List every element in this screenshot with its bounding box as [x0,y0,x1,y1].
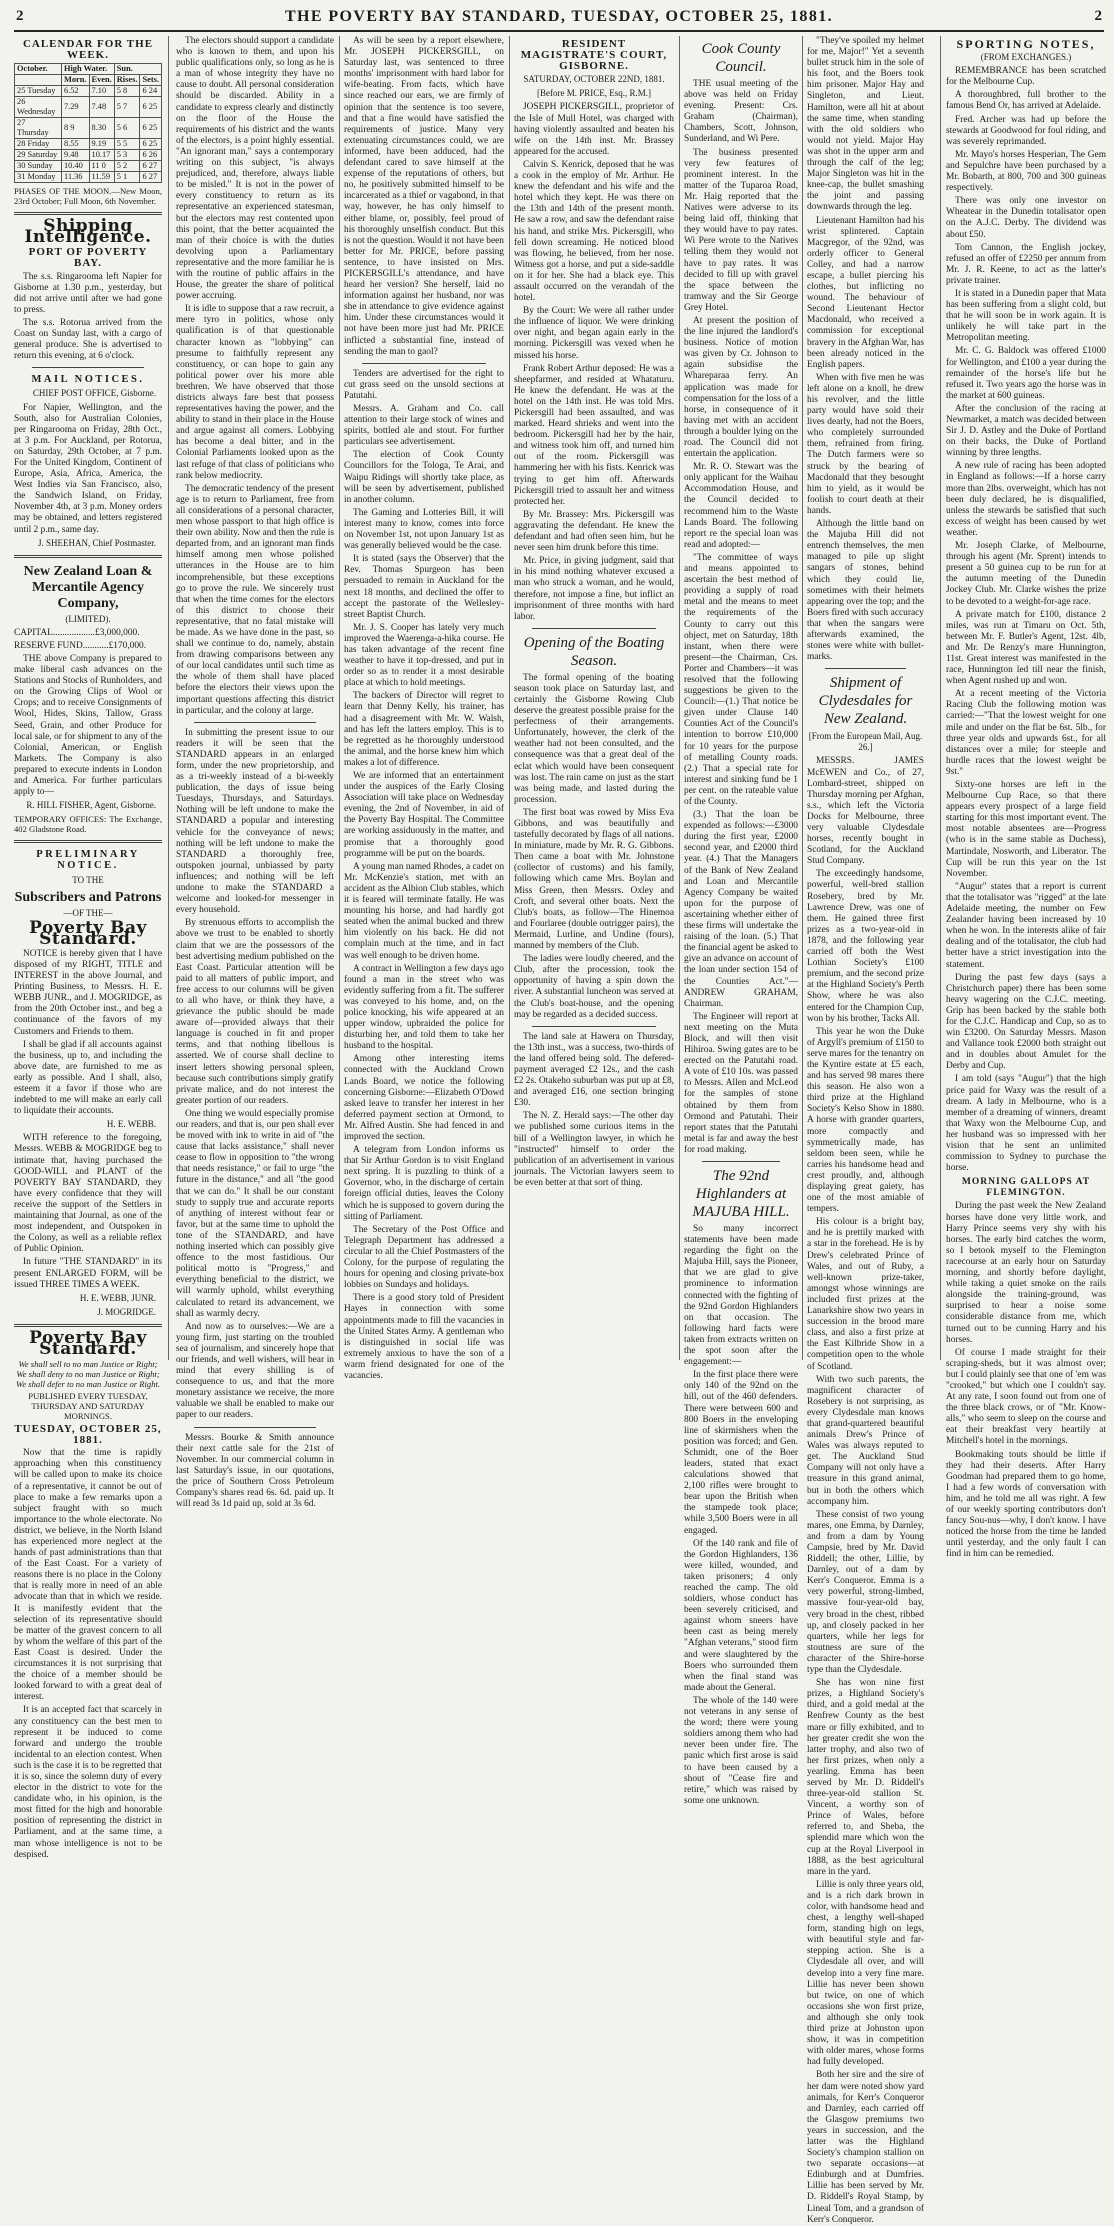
masthead [14,4,1104,32]
clydesdales-paragraph: His colour is a bright bay, and he is prettily marked with a star in the forehead. He is by Drew's celebrated Prince of Wales, and out of Ruby, a well-known prize-taker, amongst whose winnings are included first prizes at the Lanarkshire show two years in succession in the brood mare class, and also a first prize at the East Kilbride Show in a competition open to the whole of Scotland. [807,1217,924,1372]
county-council-heading: Cook County Council. [701,41,781,75]
sporting-paragraph: There was only one investor on Wheatear in the Dunedin totalisator open on the A.J.C. Derby. The dividend was about £50. [946,196,1106,240]
column-rule [679,36,680,1360]
calendar-row: 25 Tuesday 6.52 7.10 5 8 6 24 [15,86,162,97]
sporting-paragraph: It is stated in a Dunedin paper that Mata has been suffering from a slight cold, but that he will soon be in work again. It is unlikely he will take part in the Metropolitan meeting. [946,288,1106,344]
nz-loan-body: THE above Company is prepared to make liberal cash advances on the Stations and Stocks of Runholders, and on the Growing Clips of Wool or Crops; and to receive Consignments of Wool, Hides, Skins, Tallow, Grass Seed, Grain, and other Produce for local sale, or for shipment to any of the Colonial, American, or English Markets. The Company is also prepared to execute indents in London and America. For further particulars apply to— [14,654,162,798]
council-paragraph: The business presented very few features of prominent interest. In the matter of the Tuparoa Road, Mr. Haig reported that the Natives were adverse to its being laid off, thinking that they would have to pay rates. Wi Pere wrote to the Natives telling them they would not have to pay rates. It was decided to fill up with gravel the space between the tramway and the Sir George Grey Hotel. [684,147,798,313]
divider [14,555,162,558]
sporting-paragraph: Fred. Archer was had up before the stewards at Goodwood for foul riding, and was severely reprimanded. [946,114,1106,147]
news-paragraph: The election of Cook County Councillors for the Tologa, Te Arai, and Waipu Ridings will shortly take place, as will be seen by advertisement, published in another column. [344,450,504,505]
highlanders-paragraph: "They've spoiled my helmet for me, Major!" Yet a seventh bullet struck him in the sole of his foot, and the Boers took him prisoner. Major Hay and Singleton, and Lieut. Hamilton, were all hit at about the same time, when standing with the old soldiers who would not yield. Major Hay was shot in the upper arm and through the calf of the leg; Major Singleton was hit in the knee-cap, the bullet smashing the joint and passing downwards through the leg. [807,36,924,213]
clydesdales-paragraph: She has won nine first prizes, a Highland Society's third, and a gold medal at the Renfrew County as the best mare or filly exhibited, and to her greater credit she won the latter trophy, and also two of her first prizes, when only a yearling. Emma has been served by Mr. D. Riddell's three-year-old stallion St. Vincent, a worthy son of Prince of Wales, before referred to, and Sheba, the splendid mare which won the cup at the Royal Liverpool in 1888, as the best agricultural mare in the yard. [807,1678,924,1877]
column-5-left [684,36,798,1806]
gallops-heading: MORNING GALLOPS AT FLEMINGTON. [961,1177,1091,1199]
calendar-subheader: Rises. [114,75,140,86]
shipping-item: The s.s. Ringarooma left Napier for Gisborne at 1.30 p.m., yesterday, but did not arrive until after we had gone to press. [14,271,162,315]
editorial-paragraph: Now that the time is rapidly approaching when this constituency will be called upon to make its choice of a representative, it cannot be out of place to make a few remarks upon a subject fraught with so much importance to the whole electorate. No district, we believe, in the North Island has experienced more neglect at the hands of past administrations than that of the East Coast. For a variety of reasons there is no place in the Colony that is really more in need of an able advocate than that in which we reside. It is manifestly evident that the selection of its representative should be matter of the gravest concern to all by whom the welfare of this part of the East Coast is desired. Under the circumstances it is not surprising that the choice of a member should be looked forward to with a great deal of interest. [14,1448,162,1703]
clydesdales-paragraph: MESSRS. JAMES McEWEN and Co., of 27, Lombard-street, shipped on Thursday morning per Afghan, s.s., which left the Victoria Docks for Melbourne, three very valuable Clydesdale horses, recently bought in Scotland, for the Auckland Stud Company. [807,756,924,867]
boating-paragraph: The formal opening of the boating season took place on Saturday last, and certainly the Gisborne Rowing Club deserve the greatest possible praise for the perfectness of their arrangements. Unfortunately, however, the clerk of the weather had not been consulted, and the consequence was that a great deal of the eclat which would have been consequent was lost. The rain came on just as the start was being made, and lasted during the procession. [514,672,674,805]
news-paragraph: We are informed that an entertainment under the auspices of the Early Closing Association will take place on Wednesday evening, the 2nd of November, in aid of the Poverty Bay Hospital. The Committee are working assiduously in the matter, and promise that a thoroughly good programme will be put on the boards. [344,771,504,859]
editorial-motto: We shall sell to no man Justice or Right; We shall deny to no man Justice or Right; We shall defer to no man Justice or Right. [15,1359,161,1390]
divider [194,1427,316,1428]
shipping-item: The s.s. Rotorua arrived from the Coast on Sunday last, with a cargo of general produce. She is advertised to return this evening, at 6 o'clock. [14,317,162,362]
preliminary-p2: I shall be glad if all accounts against the business, up to, and including the above date, are furnished to me as early as possible. And I shall, also, esteem it a favor if those who are indebted to me will make an early call to liquidate their accounts. [14,1039,162,1117]
sporting-paragraph: Tom Cannon, the English jockey, refused an offer of £2250 per annum from Mr. J. R. Keene, to act as the latter's private trainer. [946,242,1106,286]
divider [194,722,316,723]
shipping-heading: Shipping Intelligence. [24,216,152,248]
sale-note: Messrs. Bourke & Smith announce their next cattle sale for the 21st of November. In our commercial column in last Saturday's issue, in our quotations, the price of Southern Cross Petroleum Company's shares read 6s. 6d. paid up. It will read 3s 1d paid up, sold at 3s 6d. [176,1432,334,1510]
highlanders-heading: The 92nd Highlanders at MAJUBA HILL. [692,1168,790,1220]
preliminary-p3: WITH reference to the foregoing, Messrs. WEBB & MOGRIDGE beg to intimate that, having purchased the GOOD-WILL and PLANT of the POVERTY BAY STANDARD, they have every confidence that they will receive the support of the Settlers in maintaining that Journal, as one of the most independent, and Outspoken in the Colony, as well as a reliable reflex of Public Opinion. [14,1133,162,1255]
highlanders-paragraph: When with five men he was left alone on a knoll, he drew his revolver, and the little party would have sold their lives dearly, had not the Boers, who completely surrounded them, refrained from firing. The Dutch farmers were so struck by the bearing of Macdonald that they besought him to yield, as it would be foolish to court death at their hands. [807,372,924,516]
divider [532,628,656,629]
calendar-header-row [15,64,162,75]
calendar-subheader [15,75,62,86]
highlanders-paragraph: So many incorrect statements have been made regarding the fight on the Majuba Hill, says the Pioneer, that we are glad to give prominence to information connected with the fighting of the 92nd Gordon Highlanders on that occasion. The following hard facts were taken from extracts written on the spot soon after the engagement:— [684,1224,798,1368]
editorial-paragraph: One thing we would especially promise our readers, and that is, our pen shall ever be moved with ink to write in aid of "the cause that lacks assistance," shall never cease to flow in opposition to "the wrong that needs resistance," or fail to urge "the future in the distance," and all "the good that we can do." It shall be our constant study to supply true and accurate reports of anything of interest without fear or favor, but at the same time to uphold the tone of the STANDARD, and have nothing inserted which can possibly give offence to the most fastidious. Our political motto is "Progress," and everything beneficial to the district, we will warmly uphold, whilst everything calculated to retard its advancement, we shall as warmly decry. [176,1108,334,1319]
column-3 [344,36,505,1381]
council-paragraph: (3.) That the loan be expended as follows:—£3000 during the first year, £2000 second year, and £2000 third year. (4.) That the Managers of the Bank of New Zealand and Loan and Mercantile Agency Company be waited upon for the purpose of ascertaining whether either of these firms will undertake the raising of the loan. (5.) That the financial agent be asked to give an advance on account of the loan under section 154 of the Counties Act."—ANDREW GRAHAM, Chairman. [684,810,798,1009]
editorial-paragraph: It is idle to suppose that a raw recruit, a mere tyro in politics, whose only qualification is of that questionable character known as "lobbying" can presume to faithfully represent any constituency, or can hope to gain any political power over his more able brethren. We have observed that those districts always fare best that possess representatives having the power, and the ability to stand in their place in the House and argue against all comers. Lobbying has become a deal bitter, and in the Colonial Parliaments looked upon as the last refuge of that class of politicians who rank below mediocrity. [176,304,334,481]
highlanders-paragraph: Of the 140 rank and file of the Gordon Highlanders, 136 were killed, wounded, and taken prisoners; 4 only reached the camp. The old soldiers, whose conduct has been severely criticised, and against whom sneers have been cast as being merely "Afghan veterans," stood firm and were slaughtered by the Boers who surrounded them when the final stand was made about the General. [684,1538,798,1693]
sporting-paragraph: After the conclusion of the racing at Newmarket, a match was decided between Sir J. D. Astley and the Duke of Portland on their backs, the Duke of Portland winning by three lengths. [946,403,1106,459]
news-paragraph: The backers of Director will regret to learn that Denny Kelly, his trainer, has had a disagreement with Mr. W. Walsh, and has left the latters employ. This is to be regretted as he thoroughly understood the animal, and the horse knew him which makes a lot of difference. [344,691,504,768]
clydesdales-paragraph: These consist of two young mares, one Emma, by Darnley, and from a dam by Young Campsie, bred by Mr. David Riddell; the other, Lillie, by Darnley, out of a dam by Kerr's Conqueror. Emma is a very powerful, strong-limbed, massive four-year-old bay, very broad in the chest, ribbed up, and closely packed in her quarters, while her legs for stoutness are sure of the character of the Shire-horse type than the Clydesdale. [807,1509,924,1676]
gallops-paragraph: During the past week the New Zealand horses have done very little work, and Harry Prince seems very shy with his horses. The early bird catches the worm, so I betook myself to the Flemington racecourse at an early hour on Saturday morning, and shortly before daylight, while taking a quiet smoke on the rails alongside the training-ground, was surprised to hear a noise some considerable distance from me, which turned out to be cunning Harry and his horses. [946,1201,1106,1345]
preliminary-subscribers: Subscribers and Patrons [14,889,162,905]
highlanders-paragraph: The whole of the 140 were not veterans in any sense of the word; there were young soldiers among them who had never been under fire. The panic which first arose is said to have been caused by a shout of "Cease fire and retire," which was raised by some one unknown. [684,1695,798,1806]
calendar-table [14,63,162,183]
column-rule [168,36,169,1360]
news-paragraph: As will be seen by a report elsewhere, Mr. JOSEPH PICKERSGILL, on Saturday last, was sentenced to three months' imprisonment with hard labor for wife-beating. From facts, which have since reached our ears, we are firmly of opinion that the sentence is too severe, and that a fine would have satisfied the requirements of justice. Many very extenuating circumstances could, we are informed, have been adduced, had the defendant cared to save himself at the expense of the reputations of others, but no, he positively submitted himself to be incarcerated as a thief or vagabond, in that way, however, he has only himself to either blame, or, possibly, feel proud of his thoroughly unselfish conduct. But this is not the question. Would it not have been better for Mr. PRICE, before passing sentence, to have insisted on Mrs. PICKERSGILL's attendance, and have heard her version? She herself, laid no information against her husband, nor was she in attendance to give evidence against him. Under these circumstances would it not have been more just had Mr. PRICE inflicted a substantial fine, instead of sending the man to gaol? [344,36,504,357]
moon-phases: PHASES OF THE MOON.—New Moon, 23rd October; Full Moon, 6th November. [14,186,162,207]
council-paragraph: The Engineer will report at next meeting on the Muta Block, and will then visit Hihiroa. Swing gates are to be erected on the Patutahi road. A vote of £10 10s. was passed to Messrs. Allen and McLeod for the samples of stone obtained by them from Ormond and Patutahi. Their report states that the Patutahi metal is far and away the best for road making. [684,1011,798,1155]
divider [14,840,162,843]
page-number-right: 2 [1094,8,1102,24]
column-rule [339,36,340,1360]
masthead-title: THE POVERTY BAY STANDARD, TUESDAY, OCTOBER 25, 1881. [284,8,834,25]
column-6 [946,36,1106,1560]
sporting-heading: SPORTING NOTES, [956,37,1096,51]
rm-court-heading: RESIDENT MAGISTRATE'S COURT, GISBORNE. [520,38,668,73]
rm-court-before: [Before M. PRICE, Esq., R.M.] [537,88,651,99]
council-paragraph: Mr. R. O. Stewart was the only applicant for the Waihau Accommodation House, and the Council decided to recommend him to the Waste Lands Board. The following report re the special loan was read and adopted:— [684,462,798,550]
mail-signature: J. SHEEHAN, Chief Postmaster. [38,537,156,548]
calendar-subheader: Morn. [61,75,89,86]
court-paragraph: JOSEPH PICKERSGILL, proprietor of the Isle of Mull Hotel, was charged with having violently assaulted and beaten his wife on the 14th inst. Mr. Brassey appeared for the accused. [514,102,674,157]
divider [532,1026,656,1027]
calendar-row: 28 Friday 8.55 9.19 5 5 6 25 [15,139,162,150]
news-paragraph: A young man named Rhodes, a cadet on Mr. McKenzie's station, met with an accident as the Albion Club stables, which it is feared will terminate fatally. He was mounting his horse, and had hardly got seated when the animal bucked and threw him violently on his back. He did not complain much at the time, and in fact was well enough to be driven home. [344,861,505,961]
court-paragraph: Mr. Price, in giving judgment, said that in his mind nothing whatever excused a man who struck a woman, and he would, therefore, not impose a fine, but inflict an imprisonment of three months with hard labor. [514,556,674,622]
court-paragraph: Calvin S. Kenrick, deposed that he was a cook in the employ of Mr. Arthur. He knew the defendant and his wife and the hotel which they kept. He was there on the 13th and 14th of the present month. He saw a row, and saw the defendant raise his hand, and strike Mrs. Pickersgill, who fell down screaming. He noticed blood was flowing, he believed, from her nose. Witness got a horse, and put a side-saddle on it for her. She had a black eye. This assault occurred on the verandah of the hotel. [514,159,674,304]
sporting-paragraph: During the past few days (says a Christchurch paper) there has been some heavy wagering on the C.J.C. meeting. Grip has been backed by the stable both for the C.J.C. Handicap and Cup, so as to win £3200. On Saturday Messrs. Mason and Vallance took £2000 both straight out and in doubles about Amulet for the Derby and Cup. [946,972,1106,1072]
editorial-published: PUBLISHED EVERY TUESDAY, THURSDAY AND SATURDAY MORNINGS. [28,1391,148,1422]
news-paragraph: Among other interesting items connected with the Auckland Crown Lands Board, we notice the following concerning Gisborne:—Elizabeth O'Dowd asked leave to transfer her interest in her deferred payment section at Ormond, to Mr. Alfred Austin. She had fenced in and improved the section. [344,1054,504,1142]
column-4 [514,36,674,1360]
column-rule [940,36,941,1360]
preliminary-to: TO THE [72,874,104,885]
sporting-paragraph: Sixty-one horses are left in the Melbourne Cup Race, so that there appears every prospect of a large field starting for this most important event. The most notable absentees are—Progress (who is in the same stable as Duchess), Martindale, Nosworth, and Liberator. The Cup will be run this year on the 1st November. [946,780,1106,879]
calendar-heading: CALENDAR FOR THE WEEK. [22,38,154,62]
calendar-row: 31 Monday 11.36 11.59 5 1 6 27 [15,172,162,183]
calendar-col-month: October. [15,64,62,75]
sporting-paragraph: At a recent meeting of the Victoria Racing Club the following motion was carried:—"That the lowest weight for one mile and under on the flat be 6st. 5lb., for three year olds and upwards 6st., for all distances over a mile; for steeple and hurdle races that the lowest weight be 9st." [946,689,1106,777]
divider [14,212,162,215]
editorial-paper-title: Poverty Bay Standard. [29,1327,147,1359]
news-paragraph: A telegram from London informs us that Sir Arthur Gordon is to visit England next spring. It is puzzling to think of a Governor, who, in the discharge of certain foreign official duties, leaves the Colony which he is supposed to govern during the sitting of Parliament. [344,1145,504,1222]
news-paragraph: Messrs. A. Graham and Co. call attention to their large stock of wines and spirits, bottled ale and stout. For further particulars see advertisement. [344,404,504,448]
editorial-paragraph: The democratic tendency of the present age is to return to Parliament, free from all considerations of a personal character, men whose passport to that high office is their own ability. Now and then the rule is departed from, and an ignorant man finds himself among men whose polished utterances in the House are to him incomprehensible, but these exceptions go to prove the rule. We sincerely trust that when the time comes for the electors of this district to choose their representative, that no fatal mistake will be made. As we have done in the past, so shall we continue to do, namely, abstain from drawing comparisons between any of our local candidates until such time as the whole of them shall have placed before the electors their views upon the important questions affecting this district in particular, and the colony at large. [176,483,334,716]
gallops-paragraph: Bookmaking touts should be little if they had their deserts. After Harry Goodman had prepared them to go home, I had a few words of conversation with him, and he told me all was right. A few of our weekly sporting contributors don't fancy Sou-nus—why, I don't know. I have noticed the horse from the time he landed until yesterday, and the only fault I can find in him can be remedied. [946,1449,1106,1560]
divider [32,367,144,368]
calendar-row: 26 Wednesday 7.29 7.48 5 7 6 25 [15,97,162,118]
sporting-paragraph: I am told (says "Augur") that the high price paid for Waxy was the result of a dream. A lady in Melbourne, who is a member of a dreaming of winners, dreamt that Waxy won the Melbourne Cup, and her husband was so impressed with her vision that he sent an unlimited commission to Sydney to purchase the horse. [946,1074,1106,1174]
sporting-paragraph: "Augur" states that a report is current that the totalisator was "rigged" at the late Adelaide meeting, the number on Few Zealander having been increased by 10 when he won. In the interests alike of fair dealing and of the totalisator, the club had better have a strict investigation into the statement. [946,881,1106,970]
boating-heading: Opening of the Boating Season. [523,634,665,669]
editorial-date: TUESDAY, OCTOBER 25, 1881. [14,1423,162,1447]
news-paragraph: The Gaming and Lotteries Bill, it will interest many to know, comes into force on November 1st, not upon January 1st as was generally believed would be the case. [344,507,504,552]
nz-loan-heading: New Zealand Loan & Mercantile Agency Company, [23,563,153,611]
news-paragraph: The land sale at Hawera on Thursday, the 13th inst., was a success, two-thirds of the land offered being sold. The defered-payment averaged £2 12s., and the cash £2 2s. Otakeho suburban was put up at £8, and averaged £16, one section bringing £30. [514,1031,674,1109]
news-paragraph: It is stated (says the Observer) that the Rev. Thomas Spurgeon has been persuaded to remain in Auckland for the next 18 months, and declined the offer to accept the pastorate of the Wellesley-street Baptist Church. [344,554,504,620]
preliminary-sig3: J. MOGRIDGE. [97,1306,156,1317]
port-heading: PORT OF POVERTY BAY. [28,246,148,270]
preliminary-p1: NOTICE is hereby given that I have disposed of my RIGHT, TITLE and INTEREST in the above Journal, and Printing Business, to Messrs. H. E. WEBB JUNR., and J. MOGRIDGE, as from the 20th October inst., and beg a continuance of the favors of my Customers and Friends to them. [14,948,162,1037]
calendar-row: 29 Saturday 9.48 10.17 5 3 6 26 [15,150,162,161]
column-rule [509,36,510,1360]
highlanders-paragraph: Lieutenant Hamilton had his wrist splintered. Captain Macgregor, of the 92nd, was orderly officer to General Colley, and had a narrow escape, a bullet piercing his clothes, but inflicting no wound. The behaviour of Second Lieutenant Hector Macdonald, who received a commission for exceptional bravery in the Afghan War, has been already noticed in the English papers. [807,215,924,370]
page-number-left: 2 [16,8,24,24]
editorial-paragraph: By strenuous efforts to accomplish the above we trust to be enabled to shortly claim that we are the possessors of the best advertising medium published on the East Coast. Particular attention will be paid to all matters of public import, and free access to our columns will be given to all who have, or think they have, a grievance the public should be made aware of—provided always that their language is couched in fit and proper terms, and that nothing libellous is asserted. We of course shall decline to insert letters showing personal spleen, because such contributions simply gratify private malice, and do not interest the greater portion of our readers. [176,918,334,1106]
sporting-paragraph: REMEMBRANCE has been scratched for the Melbourne Cup. [946,66,1106,88]
calendar-subheader: Sets. [140,75,162,86]
council-paragraph: At present the position of the line injured the landlord's business. Notice of motion was given by Cr. Johnson to again subsidise the Whareparaa ferry. An application was made for compensation for the loss of a horse, in consequence of it having met with an accident through a boulder lying on the road. The Council did not entertain the application. [684,315,798,460]
divider [702,1161,780,1162]
news-paragraph: Tenders are advertised for the right to cut grass seed on the unsold sections at Patutahi. [344,368,504,401]
editorial-paragraph: The electors should support a candidate who is known to them, and upon his public qualifications only, so long as he is a man of whose integrity they have no cause to doubt. All personal consideration should be discarded. Ability in a candidate to express clearly and distinctly on the floor of the House the requirements of his district and the wants of the electors, is a point highly essential. "An ignorant man," says a contemporary writing on this subject, "is always prejudiced, and, therefore, always liable to be misled." It is not in the power of every constituency to return as its representative an experienced statesman, but the electors may rest contented upon this point, that the better acquainted the man of their choice is with the duties devolving upon a Parliamentary representative and the more familiar he is with the routine of public affairs in the House, the greater the share of political power accruing. [176,36,334,302]
boating-paragraph: The first boat was rowed by Miss Eva Gibbons, and was beautifully and tastefully decorated by flags of all nations. In miniature, made by Mr. R. G. Gibbons. Then came a boat with Mr. Johnstone (collector of customs) and his family, following which came Mrs. Boylan and Miss Green, then Messrs. Oxley and Croft, and several other boats. Next the Club's boats, as follow—The Hinemoa and Fourlaree (double outrigger pairs), the Mermaid, Lurline, and Undine (fours), manned by members of the Club. [514,807,674,952]
news-paragraph: Mr. J. S. Cooper has lately very much improved the Waerenga-a-hika course. He has taken advantage of the recent fine weather to have it top-dressed, and put in order so as to render it a most desirable place at which to hold meetings. [344,622,504,689]
highlanders-paragraph: Although the little band on the Majuba Hill did not entrench themselves, the men managed to pile up slight sangars of stones, behind which they could lie, sometimes with their helmets appearing over the top; and the Boers fired with such accuracy that when the sangars were afterwards examined, the stones were white with bullet-marks. [807,519,924,663]
clydesdales-paragraph: The exceedingly handsome, powerful, well-bred stallion Rosebery, bred by Mr. Lawrence Drew, was one of them. He gained three first prizes as a two-year-old in 1878, and the following year carried off both the West Lothian Society's £100 premium, and the second prize at the Highland Society's Perth Show, where he was also entered for the Champion Cup, won by his brother, Tacks All. [807,869,924,1024]
editorial-paragraph: And now as to ourselves:—We are a young firm, just starting on the troubled sea of journalism, and sincerely hope that our friends, and well wishers, will bear in mind that every shilling is of consequence to us, and that the more monetary assistance we receive, the more valuable we shall be enabled to make our paper to our readers. [176,1321,334,1421]
clydesdales-heading: Shipment of Clydesdales for New Zealand. [818,675,913,728]
news-paragraph: A contract in Wellington a few days ago found a man in the street who was evidently suffering from a fit. The sufferer was conveyed to his home, and, on the police knocking, his wife appeared at an upper window, upbraided the police for disturbing her, and told them to take her husband to the hospital. [344,963,504,1052]
calendar-row: 30 Sunday 10.40 11 0 5 2 6 27 [15,161,162,172]
mail-body: For Napier, Wellington, and the South, also for Australian Colonies, per Ringarooma on Friday, 28th Oct., at 3 p.m. For Auckland, per Rotorua, on Saturday, 29th October, at 7 p.m. For the United Kingdom, Continent of Europe, Asia, Africa, America, the West Indies via San Francisco, also, the Sandwich Island, on Friday, November 4th, at 3 p.m. Money orders may be obtained, and letters registered until 2 p.m., same day. [14,402,162,535]
column-5 [684,36,924,2225]
news-paragraph: The Secretary of the Post Office and Telegraph Department has addressed a circular to all the Chief Postmasters of the Colony, for the purpose of regulating the hours for opening and closing private-box lobbies on Sundays and holidays. [344,1224,504,1291]
divider [14,1324,162,1327]
calendar-row: 27 Thursday 8 9 8.30 5 6 6 25 [15,118,162,139]
news-paragraph: There is a good story told of President Hayes in connection with some appointments made to fill the vacancies in the United States Army. A gentleman who is distinguished in social life was extremely anxious to have the son of a warm friend designated for one of the vacancies. [344,1293,504,1381]
gallops-paragraph: Of course I made straight for their scraping-sheds, but it was almost over; but I could plainly see that one of 'em was "crooked," but which one I couldn't say. At any rate, I soon found out from one of the three black crows, or of "Mr. Know-alls," who seem to sleep on the course and eat their breakfast very heartily at Mitchell's hotel in the mornings. [946,1347,1106,1447]
calendar-subheader: Even. [89,75,114,86]
court-paragraph: By Mr. Brassey: Mrs. Pickersgill was aggravating the defendant. He knew the defendant and had often seen him, but he never seen him drunk before this time. [514,509,674,554]
column-5-right [802,36,924,2225]
nz-loan-limited: (LIMITED). [65,613,111,624]
calendar-subheader-row [15,75,162,86]
preliminary-heading: PRELIMINARY NOTICE. [36,849,140,872]
sporting-paragraph: A private match for £100, distance 2 miles, was run at Timaru on Oct. 5th, between Mr. F. Butler's Agent, 12st. 4lb, and Mr. De Renzy's mare Hunnington, 11st. Great interest was manifested in the race, Hunnington led till near the finish, when Agent rushed up and won. [946,609,1106,687]
clydesdales-paragraph: Lillie is only three years old, and is a rich dark brown in color, with handsome head and chest, a lengthy well-shaped form, standing high on legs, with beautiful style and far-stepping action. She is a Clydesdale all over, and will develop into a very fine mare. Lillie has never been shown but twice, on one of which occasions she won first prize, and although she only took third prize at Johnston upon show, it was in competition with older mares, whose forms had fully developed. [807,1879,924,2068]
nz-loan-offices: TEMPORARY OFFICES: The Exchange, 402 Gladstone Road. [14,814,162,835]
editorial-paragraph: It is an accepted fact that scarcely in any constituency can the best men to represent it be induced to come forward and undergo the trouble incidental to an election contest. When such is the case it is to be regretted that it is so, since the solemn duty of every elector in the district to vote for the candidate who, in his opinion, is the most fitted for the high and honorable position of representing the district in Parliament, and at the same time, a man whose intelligence is not to be despised. [14,1705,162,1860]
mail-heading: MAIL NOTICES. [31,374,145,386]
column-2 [176,36,334,1510]
council-paragraph: "The committee of ways and means appointed to ascertain the best method of providing a supply of road metal and the means to meet the requirements of the County to carry out this object, met on Saturday, 18th instant, when there were present—the Chairman, Crs. Porter and Chambers—it was resolved that the following suggestions be given to the Council:—(1.) That notice be given under Clause 140 Counties Act of the Council's intention to borrow £10,000 for 10 years for the purpose of metalling County roads. (2.) That a special rate for interest and sinking fund be 1 per cent. on the rateable value of the County. [684,552,798,807]
preliminary-sig2: H. E. WEBB, JUNR. [79,1292,156,1303]
nz-loan-capital: CAPITAL..................£3,000,000. [14,627,140,638]
mail-office: CHIEF POST OFFICE, Gisborne. [32,388,156,399]
sporting-paragraph: Mr. Joseph Clarke, of Melbourne, through his agent (Mr. Sprent) intends to present a 50 guinea cup to be run for at the autumn meeting of the Dunedin Jockey Club. Mr. Clarke wishes the prize to be devoted to a weight-for-age race. [946,541,1106,607]
nz-loan-agent: R. HILL FISHER, Agent, Gisborne. [26,800,156,811]
clydesdales-paragraph: Both her sire and the sire of her dam were noted show yard animals, for Kerr's Conqueror and Darnley, each carried off the Glasgow premiums two years in succession, and the latter was the Highland Society's champion stallion on two separate occasions—at Edinburgh and at Dumfries. Lillie has been served by Mr. D. Riddell's Royal Stamp, by Lineal Tom, and a grandson of Kerr's Conqueror. [807,2070,924,2225]
sporting-paragraph: A thoroughbred, full brother to the famous Bend Or, has arrived at Adelaide. [946,90,1106,112]
nz-loan-reserve: RESERVE FUND...........£170,000. [14,640,147,651]
sporting-source: (FROM EXCHANGES.) [980,52,1072,63]
court-paragraph: Frank Robert Arthur deposed: He was a sheepfarmer, and resided at Whataturu. He knew the defendant. He was at the hotel on the 14th inst. He was told Mrs. Pickersgill had been assaulted, and was marked. Heard shrieks and went into the bedroom. Pickersgill had her by the hair, and witness took him off, and turned him out of the room. Pickersgill was hammering her with his fists. Kenrick was trying to get him off. Afterwards Pickersgill tried to assault her and witness protected her. [514,363,674,507]
boating-paragraph: The ladies were loudly cheered, and the Club, after the procession, took the opportunity of having a spin down the river. A substantial luncheon was served at the Club's boat-house, and the opening may be regarded as a decided success. [514,954,674,1020]
clydesdales-paragraph: This year he won the Duke of Argyll's premium of £150 to serve mares for the tenantry on the Kyntire estate at £5 each, and has served 98 mares there this season. He also won a third prize at the Highland Society's Kelso Show in 1880. A horse with grander quarters, more compactly and symmetrically made, has seldom been seen, while he carries his handsome head and crest proudly, and, although displaying great gaiety, has one of the most amiable of tempers. [807,1026,924,1215]
court-paragraph: By the Court: We were all rather under the influence of liquor. We were drinking over night, and began again early in the morning. Pickersgill was vexed when he missed his horse. [514,306,674,361]
rm-court-date: SATURDAY, OCTOBER 22ND, 1881. [523,74,665,85]
preliminary-paper: Poverty Bay Standard. [29,917,147,949]
council-paragraph: THE usual meeting of the above was held on Friday evening. Present: Crs. Graham (Chairman), Chambers, Scott, Johnson, Sunderland, and Wi Pere. [684,79,798,145]
preliminary-sig1: H. E. WEBB. [106,1119,156,1130]
editorial-paragraph: In submitting the present issue to our readers it will be seen that the STANDARD appears in an enlarged form, under the new proprietorship, and as a tri-weekly instead of a bi-weekly publication, the days of issue being Tuesdays, Thursdays, and Saturdays. Nothing will be left undone to make the STANDARD a popular and interesting vehicle for the conveyance of news; nothing will be left undone to make the STANDARD a thoroughly free, outspoken journal, unbiassed by party influences; and nothing will be left undone to make the STANDARD a welcome and looked-for messenger in every household. [176,727,334,916]
preliminary-p4: In future "THE STANDARD" in its present ENLARGED FORM, will be issued THREE TIMES A WEEK. [14,1257,162,1290]
highlanders-paragraph: In the first place there were only 140 of the 92nd on the hill, out of the 460 defenders. There were between 600 and 800 Boers in the enveloping line of skirmishers when the position was forced; and Gen. Schmidt, one of the Boer leaders, stated that exact calculations showed that 2,100 rifles were brought to bear upon the British when the stampede took place; while 3,500 Boers were in all engaged. [684,1370,798,1536]
divider [362,363,486,364]
news-paragraph: The N. Z. Herald says:—The other day we published some curious items in the bill of a Wellington lawyer, in which he "instructed" himself to order the publication of an advertisement in various journals. The Victorian lawyers seem to be even better at that sort of thing. [514,1111,674,1188]
calendar-col-high-water: High Water. [61,64,114,75]
sporting-paragraph: A new rule of racing has been adopted in England as follows:—If a horse carry more than 2lbs. overweight, which has not been duly declared, he is disqualified, unless the stewards be satisfied that such excess of weight has been caused by wet weather. [946,461,1106,538]
calendar-col-sun: Sun. [114,64,161,75]
clydesdales-paragraph: With two such parents, the magnificent character of Rosebery is not surprising, as every Clydesdale man knows that grand-quartered beautiful animals Drew's Prince of Wales was always reputed to get. The Auckland Stud Company will not only have a treasure in this grand animal, but in both the others which accompany him. [807,1374,924,1507]
sporting-paragraph: Mr. Mayo's horses Hesperian, The Gem and Sepulchre have been purchased by a Mr. Bobarth, at 800, 700 and 300 guineas respectively. [946,149,1106,194]
sporting-paragraph: Mr. C. G. Baldock was offered £1000 for Wellington, and £100 a year during the remainder of the horse's life but he refused it. Two years ago the horse was in the market at 600 guineas. [946,346,1106,401]
divider [825,668,906,669]
preliminary-of-the: —OF THE— [63,907,113,918]
clydesdales-source: [From the European Mail, Aug. 26.] [808,731,923,753]
column-1 [14,36,162,1860]
